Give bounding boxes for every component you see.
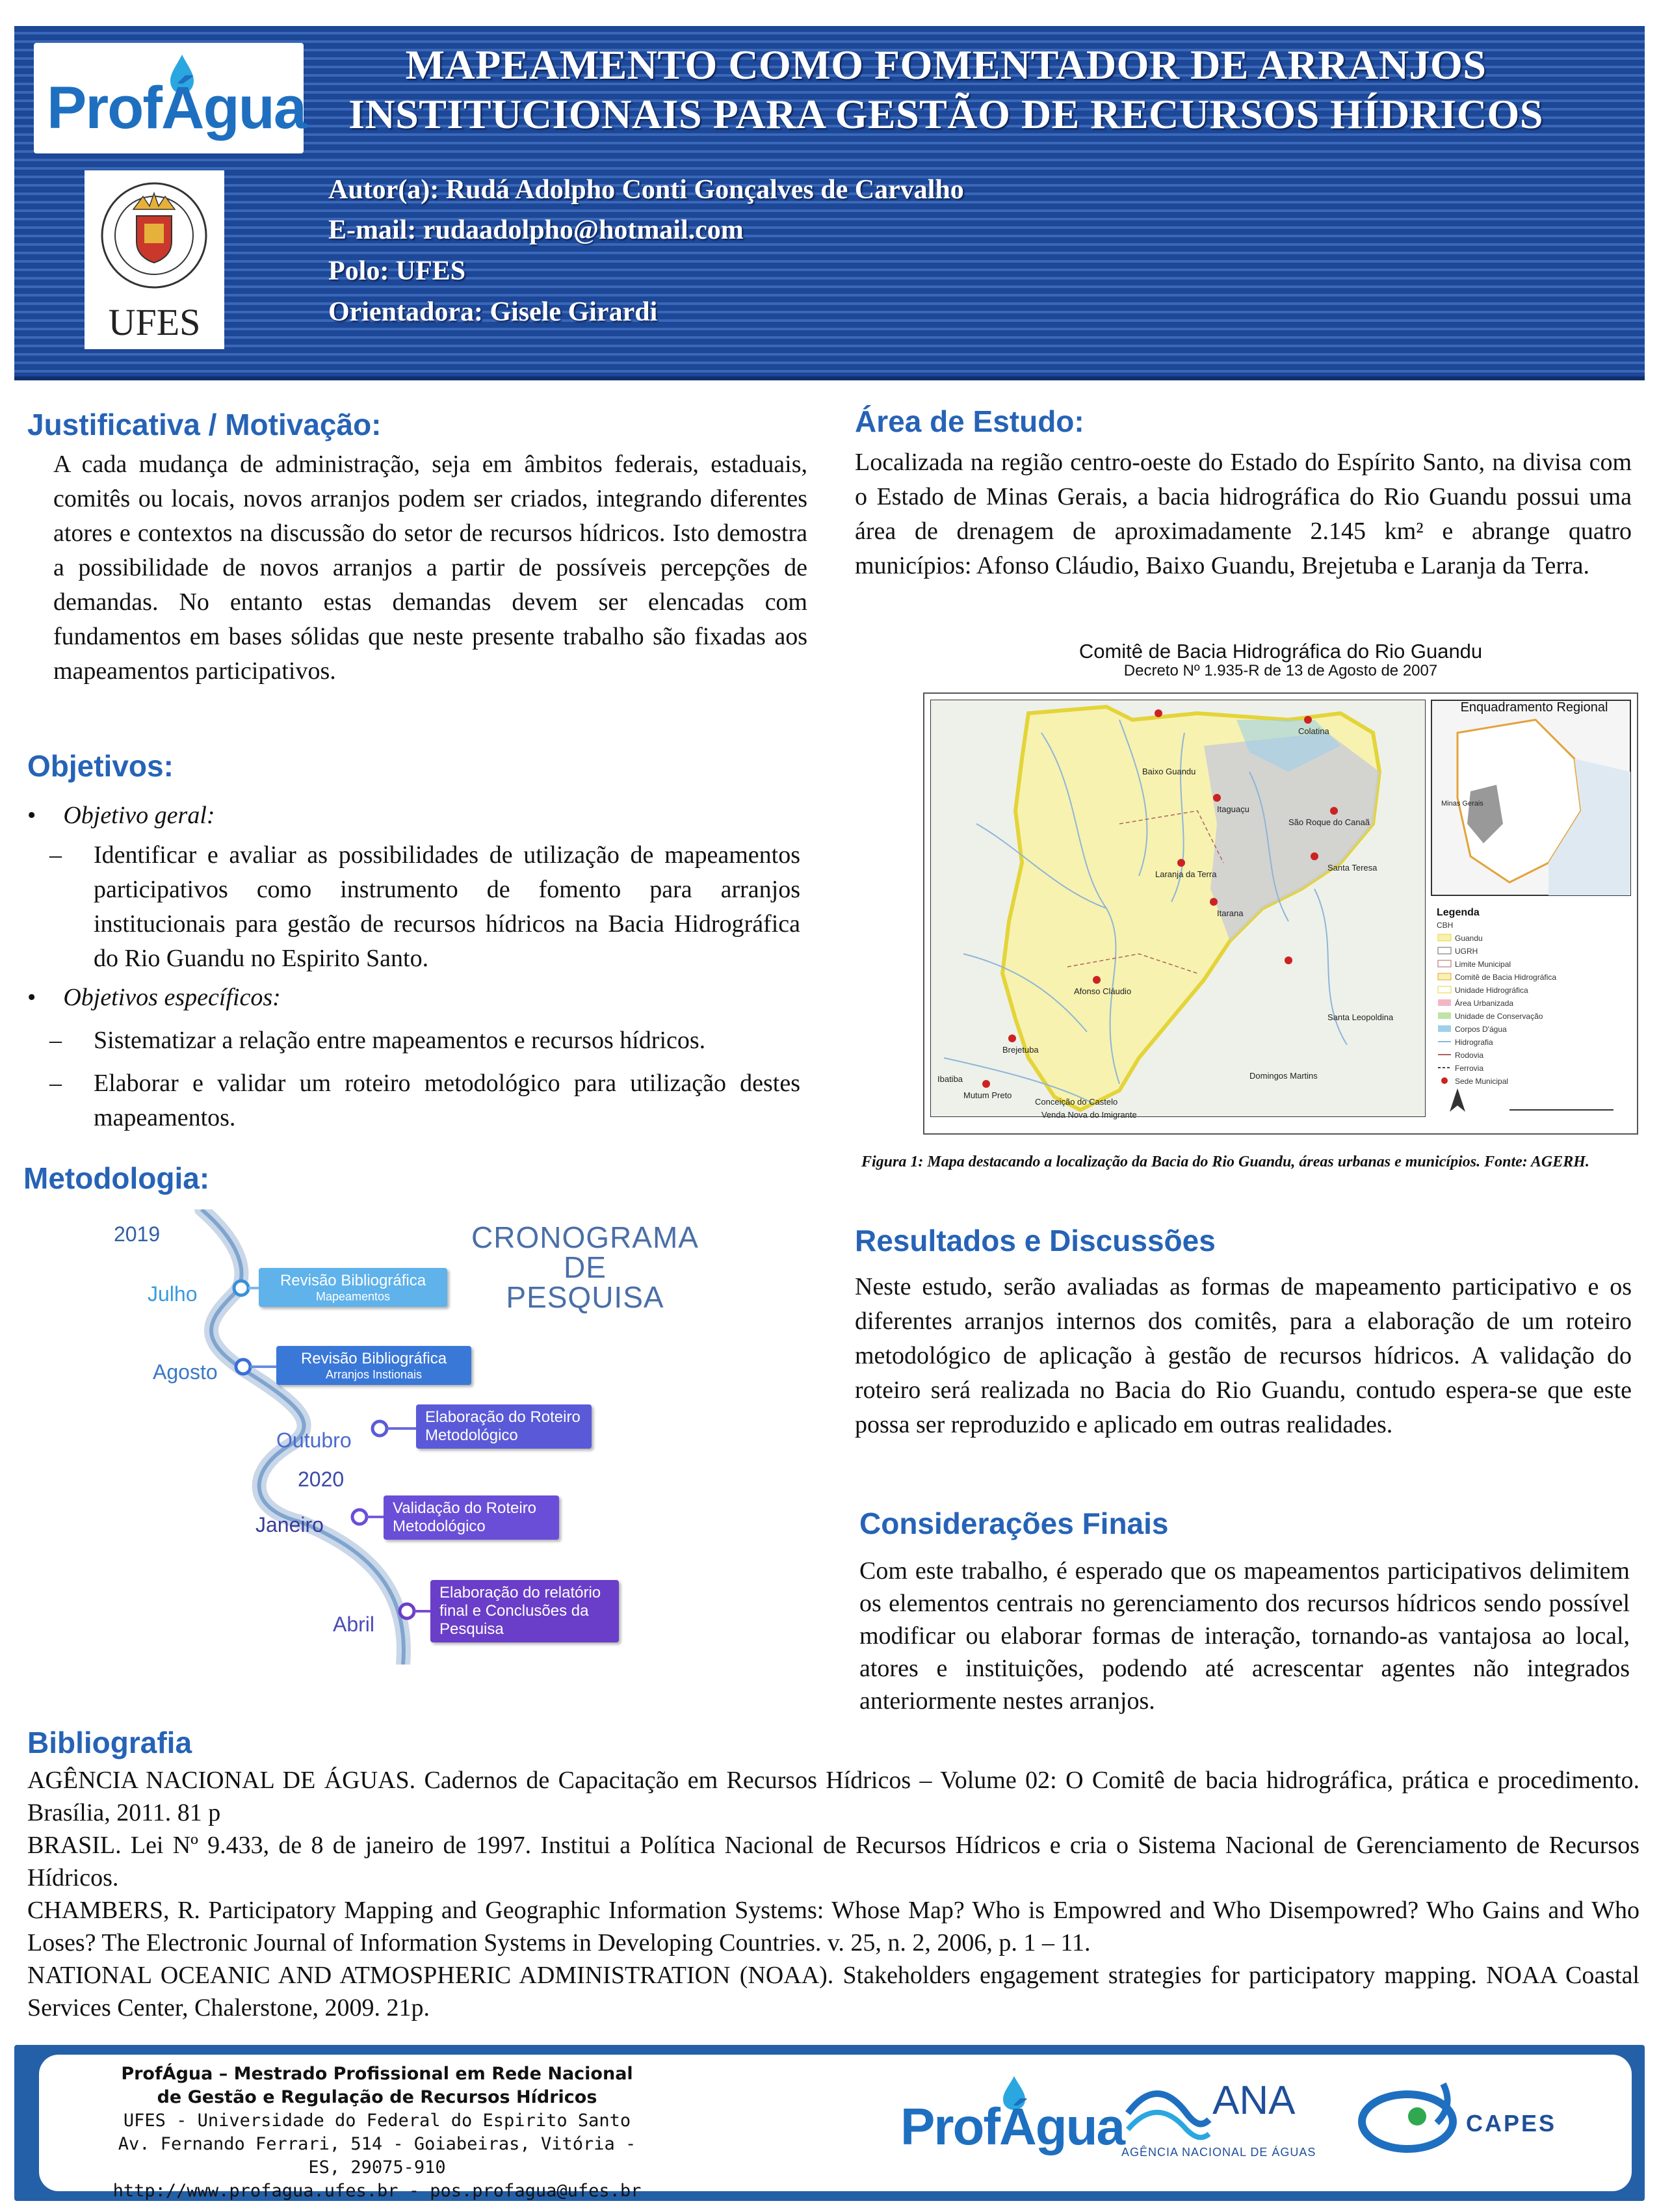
cronograma-title (462, 1222, 709, 1312)
consideracoes-text: Com este trabalho, é esperado que os mapeamentos participativos delimitem os elementos centrais no gerenciamento dos recursos hídricos sendo possível modificar ou elaborar formas de interação, tornando-as vantajosa ao local, atores e instituições, podendo até acrescentar agentes não integrados anteriormente nestes arranjos. (859, 1557, 1630, 1715)
legend-item: Limite Municipal (1455, 960, 1511, 969)
place-label: Colatina (1298, 726, 1329, 736)
justificativa-text: A cada mudança de administração, seja em âmbitos federais, estaduais, comitês ou locais, novos arranjos podem ser criados, integrando diferentes atores e contextos na discussão do setor de recursos hídricos. Isto demostra a possibilidade de novos arranjos a partir de possíveis percepções de demandas. No entanto estas demandas devem ser elencadas com fundamentos em bases sólidas que neste presente trabalho são fixadas aos mapeamentos participativos. (53, 451, 807, 685)
timeline-step-3 (416, 1404, 592, 1449)
legend-item: Sede Municipal (1455, 1077, 1509, 1086)
objetivos-especificos-label: Objetivos específicos: (63, 984, 281, 1011)
ana-logo (1121, 2068, 1329, 2172)
step-5-subtitle-2: Pesquisa (439, 1620, 504, 1638)
reference-item: BRASIL. Lei Nº 9.433, de 8 de janeiro de 1997. Institui a Política Nacional de Recursos Hídricos e cria o Sistema Nacional de Gerenciamento de Recursos Hídricos. (27, 1832, 1639, 1891)
place-label: Baixo Guandu (1142, 767, 1196, 776)
legend-title: Legenda (1437, 907, 1480, 918)
study-area-map (923, 692, 1638, 1135)
step-4-title: Validação do Roteiro (393, 1499, 537, 1517)
capes-ring-icon (1352, 2077, 1469, 2155)
legend-item: Hidrografia (1455, 1038, 1493, 1047)
timeline-step-4 (384, 1495, 559, 1540)
objetivo-geral-label: Objetivo geral: (63, 802, 215, 829)
legend-item: Unidade de Conservação (1455, 1012, 1543, 1021)
justificativa-heading: Justificativa / Motivação: (27, 408, 382, 441)
objetivos-especificos-bullet: • Objetivos específicos: (27, 984, 281, 1011)
metodologia-heading: Metodologia: (23, 1161, 210, 1195)
timeline-dot-1 (234, 1281, 248, 1295)
legend-item: Corpos D'água (1455, 1025, 1507, 1034)
poster-title-line-2: INSTITUCIONAIS PARA GESTÃO DE RECURSOS HÍDRICOS (348, 91, 1543, 137)
month-agosto: Agosto (153, 1360, 218, 1384)
objetivo-especifico-2-text: Elaborar e validar um roteiro metodológico para utilização destes mapeamentos. (94, 1070, 800, 1131)
resultados-text: Neste estudo, serão avaliadas as formas de mapeamento participativo e os diferentes arranjos internos dos comitês, para a elaboração de um roteiro metodológico de aplicação à gestão de recursos hídricos. A validação do roteiro será realizada no Bacia do Rio Guandu, contudo espera-se que este possa ser reproduzido e aplicado em outras realidades. (855, 1273, 1632, 1438)
timeline-dot-3 (372, 1421, 387, 1436)
footer-profagua-logo (900, 2071, 1124, 2168)
ufes-logo-text: UFES (108, 301, 201, 343)
place-label: Santa Teresa (1327, 863, 1378, 873)
place-label: Itaguaçu (1217, 804, 1249, 814)
consideracoes-heading: Considerações Finais (859, 1507, 1169, 1540)
timeline-step-1 (259, 1268, 447, 1307)
timeline-dot-2 (236, 1360, 250, 1374)
ufes-logo (85, 170, 224, 349)
bibliografia-list (27, 1764, 1639, 2024)
step-2-title: Revisão Bibliográfica (300, 1350, 447, 1367)
place-label: Minas Gerais (1441, 800, 1483, 808)
objetivo-geral-bullet: • Objetivo geral: (27, 802, 215, 829)
map-title-block (923, 640, 1638, 679)
figure-caption: Figura 1: Mapa destacando a localização da Bacia do Rio Guandu, áreas urbanas e municípios. Fonte: AGERH. (861, 1153, 1589, 1170)
email: E-mail: rudaadolpho@hotmail.com (328, 215, 744, 245)
map-subtitle: Decreto Nº 1.935-R de 13 de Agosto de 2007 (1123, 662, 1438, 679)
area-text: Localizada na região centro-oeste do Estado do Espírito Santo, na divisa com o Estado de Minas Gerais, a bacia hidrográfica do Rio Guandu possui uma área de drenagem de aproximadamente 2.145 km² e abrange quatro municípios: Afonso Cláudio, Baixo Guandu, Brejetuba e Laranja da Terra. (855, 449, 1632, 579)
legend-item: Área Urbanizada (1455, 999, 1514, 1008)
polo: Polo: UFES (328, 256, 466, 286)
place-label: Mutum Preto (963, 1090, 1012, 1100)
legend-item: Ferrovia (1455, 1064, 1484, 1073)
ana-subtext: AGÊNCIA NACIONAL DE ÁGUAS (1121, 2146, 1316, 2159)
objetivo-geral-item: – Identificar e avaliar as possibilidades de utilização de mapeamentos participativos como instrumento de fomento para arranjos institucionais para gestão de recursos hídricos na Bacia Hidrográfica do Rio Guandu no Espirito Santo. (49, 838, 800, 976)
year-2020: 2020 (298, 1468, 345, 1491)
year-2019: 2019 (114, 1222, 161, 1246)
step-3-subtitle: Metodológico (425, 1427, 518, 1444)
month-julho: Julho (148, 1282, 198, 1306)
footer-line-3: UFES - Universidade do Federal do Espirito Santo (123, 2111, 631, 2131)
timeline-step-5 (430, 1580, 619, 1642)
ana-wave-icon (1121, 2074, 1212, 2146)
advisor: Orientadora: Gisele Girardi (328, 297, 658, 327)
legend-item: Guandu (1455, 934, 1483, 943)
footer-address (98, 2062, 657, 2203)
place-label: Afonso Cláudio (1074, 986, 1132, 996)
step-5-title: Elaboração do relatório (439, 1584, 601, 1601)
cronograma-word-2: DE (564, 1250, 607, 1284)
ana-text: ANA (1212, 2078, 1296, 2123)
footer-line-2: de Gestão e Regulação de Recursos Hídricos (157, 2087, 597, 2107)
legend-item: Comitê de Bacia Hidrográfica (1455, 973, 1557, 982)
step-1-subtitle: Mapeamentos (315, 1290, 391, 1303)
step-5-subtitle: final e Conclusões da (439, 1602, 589, 1620)
footer-profagua-text: ProfÁgua (900, 2098, 1124, 2155)
reference-item: AGÊNCIA NACIONAL DE ÁGUAS. Cadernos de Capacitação em Recursos Hídricos – Volume 02: O Comitê de bacia hidrográfica, prática e procedimento. Brasília, 2011. 81 p (27, 1767, 1639, 1826)
author: Autor(a): Rudá Adolpho Conti Gonçalves de Carvalho (328, 175, 964, 205)
place-label: Itarana (1217, 908, 1244, 918)
inset-title: Enquadramento Regional (1460, 700, 1608, 715)
place-label: Santa Leopoldina (1327, 1012, 1394, 1022)
month-abril: Abril (333, 1613, 375, 1636)
reference-item: CHAMBERS, R. Participatory Mapping and Geographic Information Systems: Whose Map? Who is Empowred and Who Disempowred? Who Gains and Who Loses? The Electronic Journal of Information Systems in Developing Countries. v. 25, n. 2, 2006, p. 1 – 11. (27, 1897, 1639, 1956)
objetivo-especifico-1: – Sistematizar a relação entre mapeamentos e recursos hídricos. (49, 1023, 800, 1058)
place-label: Conceição do Castelo (1035, 1097, 1118, 1107)
place-label: São Roque do Canaã (1288, 817, 1370, 827)
ufes-seal-icon (85, 170, 224, 300)
step-4-subtitle: Metodológico (393, 1518, 486, 1535)
timeline-dot-4 (352, 1510, 367, 1524)
poster-title-line-1: MAPEAMENTO COMO FOMENTADOR DE ARRANJOS (405, 42, 1487, 88)
legend-item: Rodovia (1455, 1051, 1484, 1060)
objetivo-geral-text: Identificar e avaliar as possibilidades de utilização de mapeamentos participativos como instrumento de fomento para arranjos institucionais para gestão de recursos hídricos na Bacia Hidrográfica do Rio Guandu no Espirito Santo. (94, 841, 800, 972)
cronograma-word-1: CRONOGRAMA (471, 1220, 699, 1254)
map-title: Comitê de Bacia Hidrográfica do Rio Guandu (1078, 640, 1483, 663)
legend-item: Unidade Hidrográfica (1455, 986, 1528, 995)
objetivos-heading: Objetivos: (27, 749, 174, 783)
step-2-subtitle: Arranjos Instionais (325, 1368, 423, 1381)
capes-logo (1352, 2077, 1593, 2162)
footer-line-4: Av. Fernando Ferrari, 514 - Goiabeiras, Vitória - ES, 29075-910 (118, 2134, 636, 2178)
cronograma-timeline (98, 1209, 748, 1665)
month-outubro: Outubro (276, 1429, 352, 1452)
cronograma-word-3: PESQUISA (506, 1280, 664, 1314)
legend-item: UGRH (1455, 947, 1478, 956)
bibliografia-heading: Bibliografia (27, 1726, 192, 1759)
timeline-step-2 (276, 1346, 471, 1385)
place-label: Domingos Martins (1249, 1071, 1318, 1081)
profagua-logo-text: ProfÁgua (47, 75, 306, 141)
area-heading: Área de Estudo: (855, 404, 1084, 438)
place-label: Brejetuba (1002, 1045, 1039, 1055)
capes-text: CAPES (1466, 2110, 1557, 2137)
objetivo-especifico-2: – Elaborar e validar um roteiro metodológico para utilização destes mapeamentos. (49, 1066, 800, 1135)
place-label: Venda Nova do Imigrante (1041, 1110, 1137, 1120)
place-label: Laranja da Terra (1155, 869, 1217, 879)
step-1-title: Revisão Bibliográfica (280, 1272, 426, 1289)
reference-item: NATIONAL OCEANIC AND ATMOSPHERIC ADMINISTRATION (NOAA). Stakeholders engagement strategies for participatory mapping. NOAA Coastal Services Center, Chalerstone, 2009. 21p. (27, 1962, 1639, 2021)
month-janeiro: Janeiro (255, 1513, 324, 1536)
footer-line-1: ProfÁgua – Mestrado Profissional em Rede Nacional (121, 2064, 633, 2084)
legend-list (1437, 919, 1556, 1088)
footer-line-5: http://www.profagua.ufes.br - pos.profagua@ufes.br (112, 2181, 642, 2201)
objetivo-especifico-1-text: Sistematizar a relação entre mapeamentos e recursos hídricos. (94, 1027, 706, 1054)
step-3-title: Elaboração do Roteiro (425, 1408, 581, 1426)
timeline-dot-5 (400, 1604, 414, 1618)
resultados-heading: Resultados e Discussões (855, 1224, 1216, 1257)
legend-item: CBH (1437, 921, 1454, 930)
profagua-logo (34, 43, 304, 153)
place-label: Ibatiba (937, 1074, 963, 1084)
